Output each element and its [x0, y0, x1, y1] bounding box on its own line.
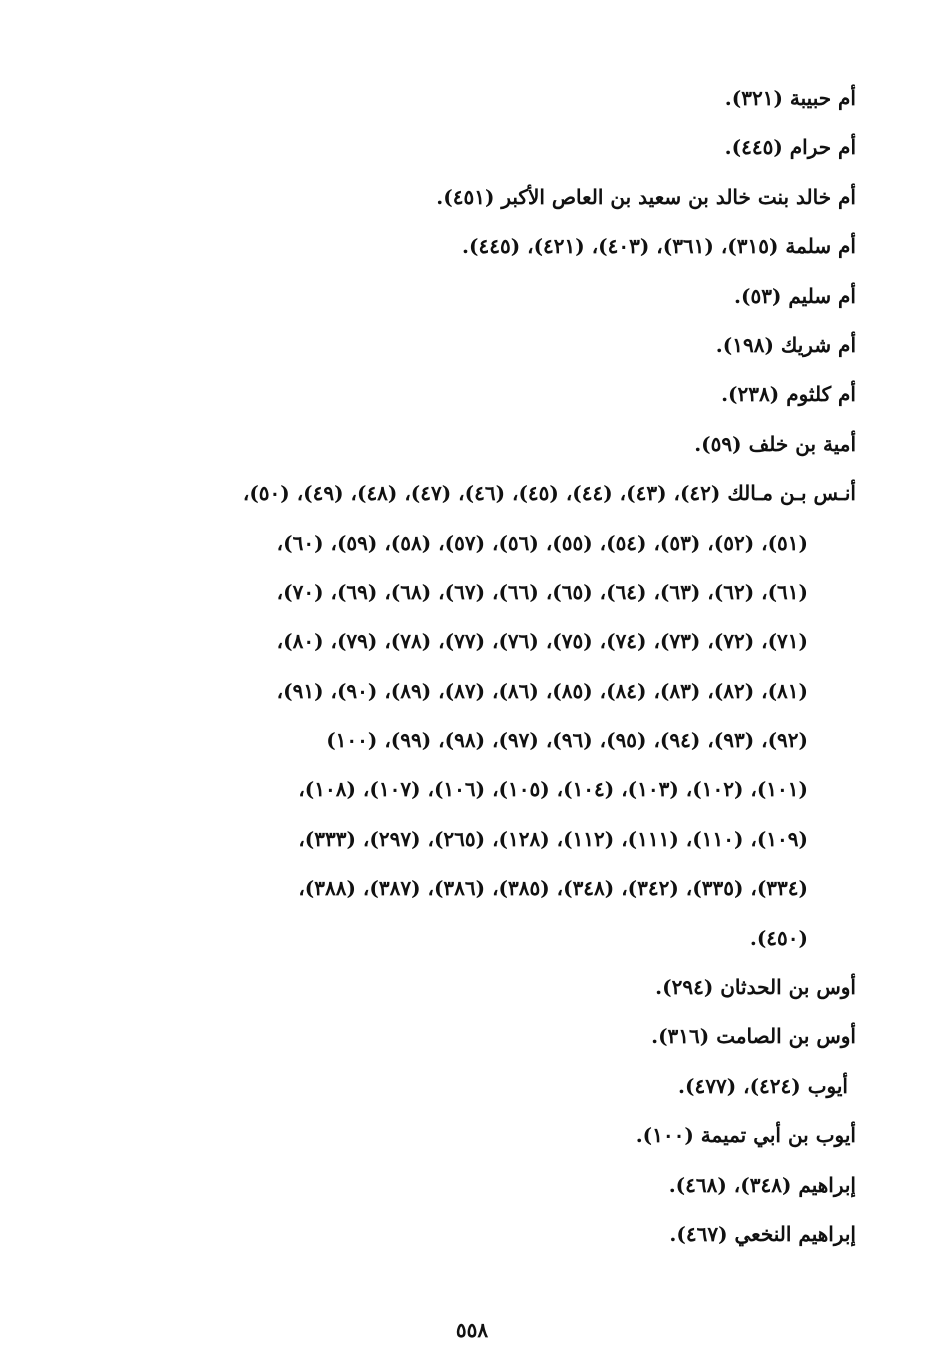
- index-entry-umm-sulaym: أم سليم (٥٣).: [734, 283, 856, 308]
- anas-references-tail: (٤٥٠).: [749, 925, 808, 950]
- anas-references-line: (٩٢)، (٩٣)، (٩٤)، (٩٥)، (٩٦)، (٩٧)، (٩٨)، (٩٩)، (١٠٠): [326, 728, 808, 753]
- index-entry-ibrahim-alnakhai: إبراهيم النخعي (٤٦٧).: [669, 1221, 856, 1246]
- index-entry-umm-habiba: أم حبيبة (٣٢١).: [724, 86, 856, 110]
- anas-references-line: (٧١)، (٧٢)، (٧٣)، (٧٤)، (٧٥)، (٧٦)، (٧٧)، (٧٨)، (٧٩)، (٨٠)،: [276, 629, 808, 654]
- index-entry-aws-bin-alsamit: أوس بن الصامت (٣١٦).: [651, 1024, 856, 1049]
- index-entry-umayya-bin-khalaf: أمية بن خلف (٥٩).: [694, 431, 856, 456]
- index-entry-ibrahim: إبراهيم (٣٤٨)، (٤٦٨).: [668, 1172, 856, 1197]
- index-entry-umm-sharik: أم شريك (١٩٨).: [715, 332, 856, 357]
- anas-references-line: (٣٣٤)، (٣٣٥)، (٣٤٢)، (٣٤٨)، (٣٨٥)، (٣٨٦)، (٣٨٧)، (٣٨٨)،: [298, 876, 808, 901]
- index-entry-umm-kulthum: أم كلثوم (٢٣٨).: [721, 382, 856, 407]
- anas-references-line: (١٠١)، (١٠٢)، (١٠٣)، (١٠٤)، (١٠٥)، (١٠٦)، (١٠٧)، (١٠٨)،: [298, 777, 808, 802]
- index-entry-umm-salama: أم سلمة (٣١٥)، (٣٦١)، (٤٠٣)، (٤٢١)، (٤٤٥).: [462, 234, 856, 259]
- index-entry-umm-haram: أم حرام (٤٤٥).: [724, 135, 856, 160]
- index-entry-umm-khalid: أم خالد بنت خالد بن سعيد بن العاص الأكبر (٤٥١).: [436, 184, 856, 209]
- index-entry-ayyub: أيوب (٤٢٤)، (٤٧٧).: [678, 1073, 848, 1098]
- name-index-list: [106, 74, 856, 1259]
- index-entry-ayyub-bin-abi-tamima: أيوب بن أبي تميمة (١٠٠).: [635, 1123, 856, 1148]
- anas-references-line: (٨١)، (٨٢)، (٨٣)، (٨٤)، (٨٥)، (٨٦)، (٨٧)، (٨٩)، (٩٠)، (٩١)،: [276, 678, 808, 703]
- anas-references-line: (٦١)، (٦٢)، (٦٣)، (٦٤)، (٦٥)، (٦٦)، (٦٧)، (٦٨)، (٦٩)، (٧٠)،: [276, 579, 808, 604]
- anas-references-line: (١٠٩)، (١١٠)، (١١١)، (١١٢)، (١٢٨)، (٢٦٥)، (٢٩٧)، (٣٣٣)،: [298, 826, 808, 851]
- index-entry-aws-bin-alhadathan: أوس بن الحدثان (٢٩٤).: [655, 975, 856, 1000]
- anas-references-line: (٥١)، (٥٢)، (٥٣)، (٥٤)، (٥٥)، (٥٦)، (٥٧)، (٥٨)، (٥٩)، (٦٠)،: [276, 530, 808, 555]
- index-entry-anas-bin-malik: أنـس بـن مـالك (٤٢)، (٤٣)، (٤٤)، (٤٥)، (٤٦)، (٤٧)، (٤٨)، (٤٩)، (٥٠)،: [242, 481, 856, 506]
- page-number: ٥٥٨: [455, 1318, 489, 1342]
